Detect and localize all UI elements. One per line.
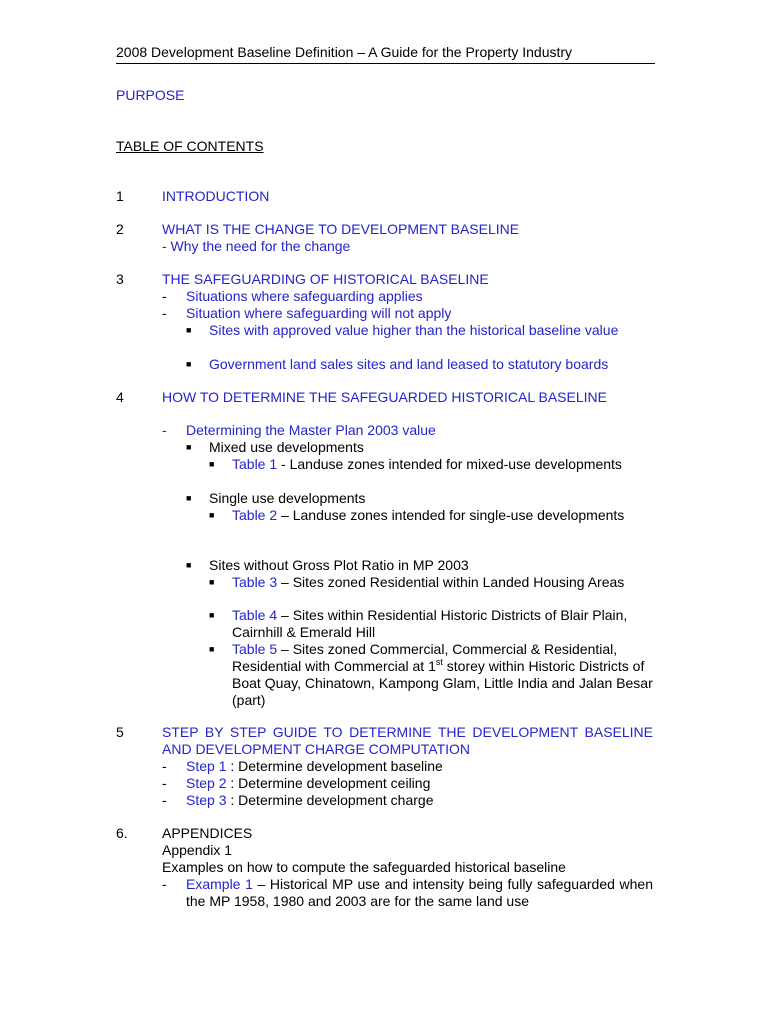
- table-4-entry: [232, 607, 653, 641]
- mixed-use-label: Mixed use developments: [209, 439, 364, 455]
- step-3-entry: [186, 792, 653, 809]
- section-3-item-2-link[interactable]: Situation where safeguarding will not apply: [186, 305, 452, 321]
- example-1-entry: [186, 876, 653, 910]
- dash-marker: -: [162, 792, 167, 808]
- section-4-sub-link[interactable]: Determining the Master Plan 2003 value: [186, 422, 436, 438]
- dash-marker: -: [162, 422, 167, 438]
- table-1-entry: [232, 456, 653, 473]
- table-5-link[interactable]: Table 5: [232, 641, 278, 657]
- table-5-entry: [232, 641, 653, 709]
- table-5-superscript: st: [435, 657, 443, 667]
- bullet-marker: ■: [186, 359, 192, 369]
- table-2-link[interactable]: Table 2: [232, 507, 278, 523]
- bullet-marker: ■: [186, 325, 192, 335]
- step-1-entry: [186, 758, 653, 775]
- step-2-link[interactable]: Step 2: [186, 775, 227, 791]
- section-2-number: 2: [116, 221, 124, 237]
- bullet-marker: ■: [209, 644, 215, 654]
- step-3-link[interactable]: Step 3: [186, 792, 227, 808]
- example-1-text: – Historical MP use and intensity being fully safeguarded when the MP 1958, 1980 and 2003 are for the same land use: [186, 876, 653, 909]
- section-3-number: 3: [116, 271, 124, 287]
- section-3-bullet-1-link[interactable]: Sites with approved value higher than the historical baseline value: [209, 322, 619, 338]
- step-1-text: : Determine development baseline: [226, 758, 443, 774]
- bullet-marker: ■: [186, 493, 192, 503]
- purpose-link[interactable]: PURPOSE: [116, 87, 185, 103]
- dash-marker: -: [162, 305, 167, 321]
- bullet-marker: ■: [209, 577, 215, 587]
- section-3-link[interactable]: THE SAFEGUARDING OF HISTORICAL BASELINE: [162, 271, 489, 287]
- step-2-entry: [186, 775, 653, 792]
- bullet-marker: ■: [209, 459, 215, 469]
- section-3-bullet-2-link[interactable]: Government land sales sites and land leased to statutory boards: [209, 356, 609, 372]
- section-3-item-1-link[interactable]: Situations where safeguarding applies: [186, 288, 423, 304]
- toc-title: TABLE OF CONTENTS: [116, 138, 264, 154]
- table-4-text: – Sites within Residential Historic Districts of Blair Plain, Cairnhill & Emerald Hill: [232, 607, 628, 640]
- dash-marker: -: [162, 288, 167, 304]
- dash-marker: -: [162, 758, 167, 774]
- section-1-link[interactable]: INTRODUCTION: [162, 188, 270, 204]
- section-1-number: 1: [116, 188, 124, 204]
- bullet-marker: ■: [209, 510, 215, 520]
- table-5-text-a: – Sites zoned Commercial, Commercial & Residential, Residential with Commercial at 1: [232, 641, 618, 674]
- table-4-link[interactable]: Table 4: [232, 607, 278, 623]
- table-3-entry: [232, 574, 653, 591]
- table-5-text-b: storey within Historic Districts of Boat Quay, Chinatown, Kampong Glam, Little India and Jalan Besar (part): [232, 658, 653, 708]
- table-1-link[interactable]: Table 1: [232, 456, 278, 472]
- step-2-text: : Determine development ceiling: [226, 775, 431, 791]
- section-5-number: 5: [116, 724, 124, 740]
- section-2-sub-link[interactable]: - Why the need for the change: [162, 238, 351, 254]
- step-1-link[interactable]: Step 1: [186, 758, 227, 774]
- dash-marker: -: [162, 876, 167, 892]
- table-2-entry: [232, 507, 653, 524]
- step-3-text: : Determine development charge: [226, 792, 434, 808]
- section-6-title: APPENDICES: [162, 825, 253, 841]
- table-1-text: - Landuse zones intended for mixed-use developments: [277, 456, 622, 472]
- single-use-label: Single use developments: [209, 490, 366, 506]
- section-4-link[interactable]: HOW TO DETERMINE THE SAFEGUARDED HISTORICAL BASELINE: [162, 389, 607, 405]
- bullet-marker: ■: [186, 560, 192, 570]
- bullet-marker: ■: [186, 442, 192, 452]
- table-3-link[interactable]: Table 3: [232, 574, 278, 590]
- no-gpr-label: Sites without Gross Plot Ratio in MP 2003: [209, 557, 469, 573]
- appendix-label: Appendix 1: [162, 842, 233, 858]
- example-1-link[interactable]: Example 1: [186, 876, 253, 892]
- table-3-text: – Sites zoned Residential within Landed Housing Areas: [277, 574, 625, 590]
- appendix-description: Examples on how to compute the safeguarded historical baseline: [162, 859, 566, 875]
- section-6-number: 6.: [116, 825, 128, 841]
- table-2-text: – Landuse zones intended for single-use developments: [277, 507, 625, 523]
- document-header: [116, 43, 655, 64]
- bullet-marker: ■: [209, 610, 215, 620]
- section-2-link[interactable]: WHAT IS THE CHANGE TO DEVELOPMENT BASELINE: [162, 221, 520, 237]
- section-5-link[interactable]: STEP BY STEP GUIDE TO DETERMINE THE DEVELOPMENT BASELINE AND DEVELOPMENT CHARGE COMPUTATION: [162, 724, 653, 757]
- section-4-number: 4: [116, 389, 124, 405]
- header-title: 2008 Development Baseline Definition – A Guide for the Property Industry: [116, 44, 573, 60]
- dash-marker: -: [162, 775, 167, 791]
